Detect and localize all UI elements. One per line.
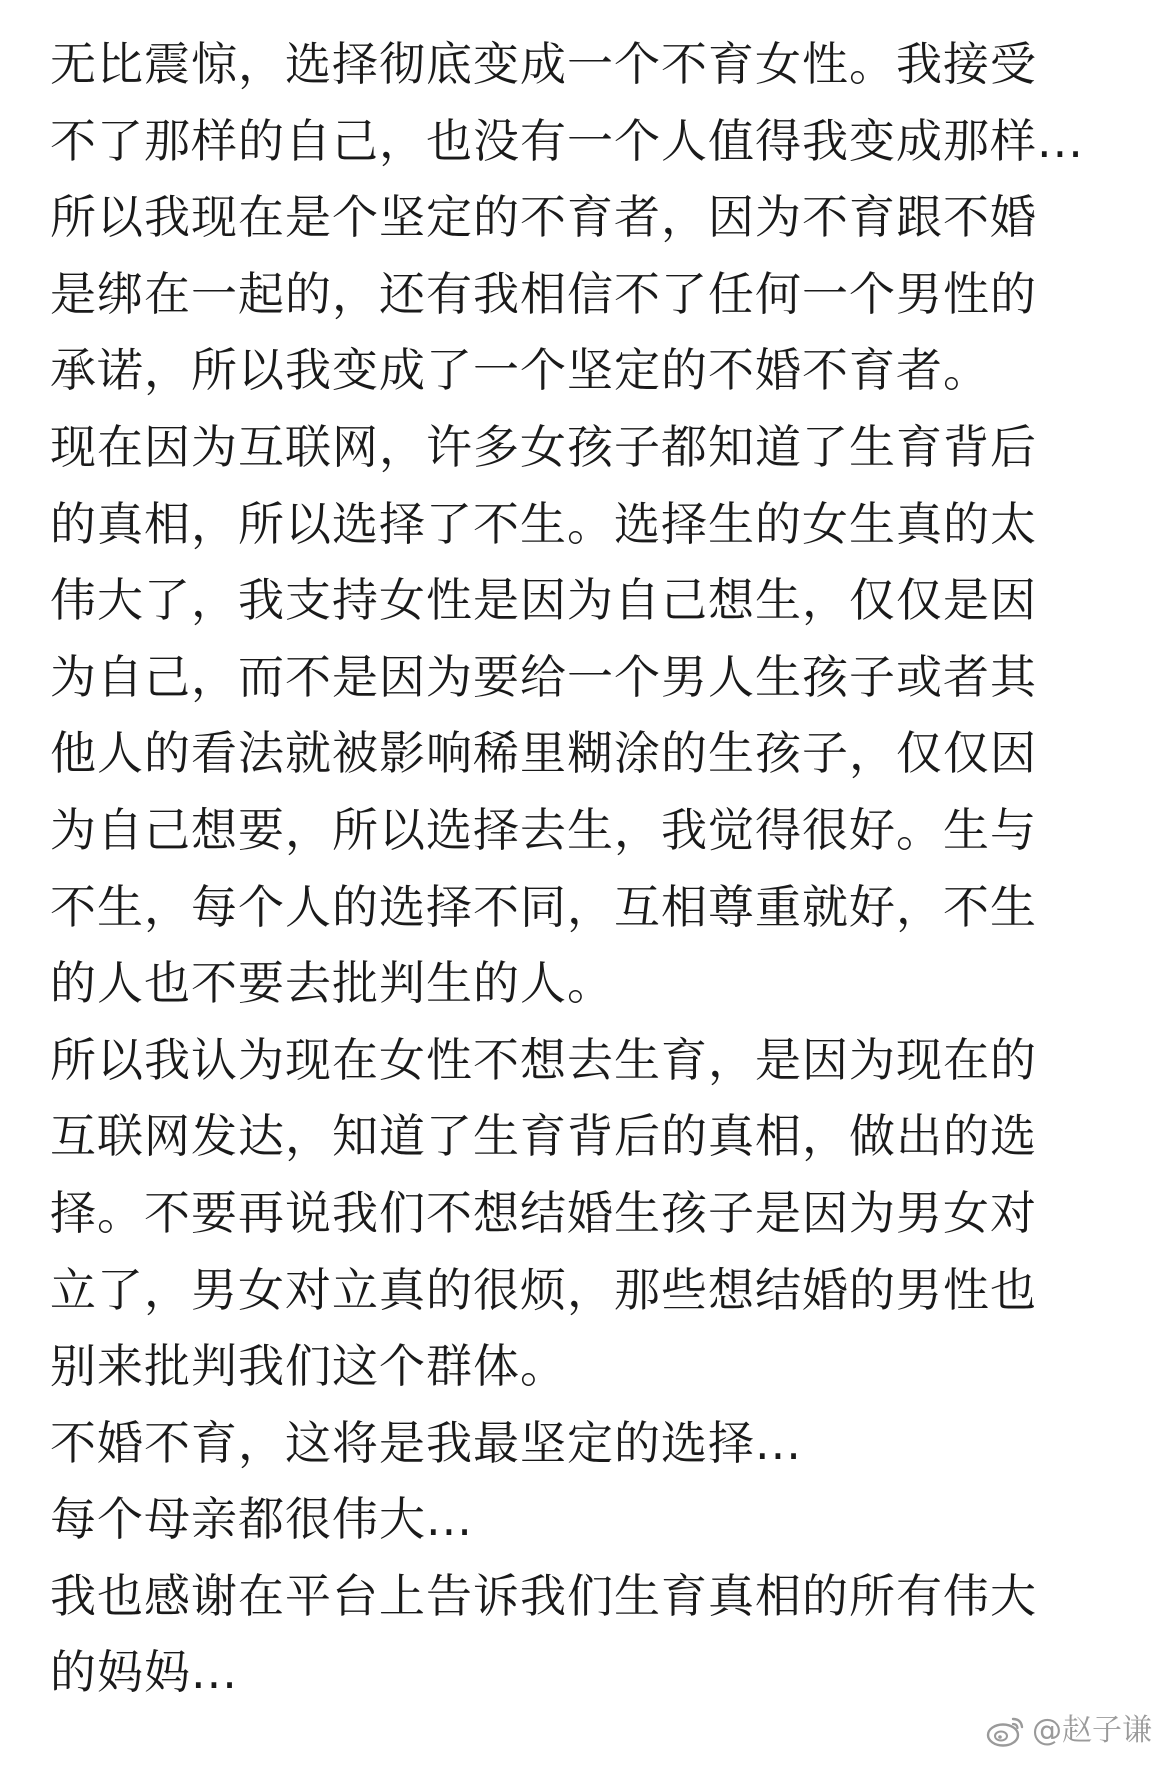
- post-line: 不了那样的自己，也没有一个人值得我变成那样...: [50, 113, 1084, 168]
- post-line: 伟大了，我支持女性是因为自己想生，仅仅是因: [50, 573, 1037, 628]
- post-line: 不婚不育，这将是我最坚定的选择...: [50, 1415, 802, 1470]
- post-body: [50, 26, 1140, 1711]
- post-line: 我也感谢在平台上告诉我们生育真相的所有伟大: [50, 1568, 1037, 1623]
- post-line: 每个母亲都很伟大...: [50, 1492, 473, 1547]
- post-line: 别来批判我们这个群体。: [50, 1339, 567, 1394]
- post-line: 现在因为互联网，许多女孩子都知道了生育背后: [50, 419, 1037, 474]
- post-line: 互联网发达，知道了生育背后的真相，做出的选: [50, 1109, 1037, 1164]
- post-line: 无比震惊，选择彻底变成一个不育女性。我接受: [50, 37, 1037, 91]
- post-line: 的人也不要去批判生的人。: [50, 956, 614, 1011]
- watermark: [986, 1713, 1152, 1749]
- weibo-logo-icon: [986, 1714, 1026, 1748]
- post-line: 所以我现在是个坚定的不育者，因为不育跟不婚: [50, 190, 1037, 245]
- post-line: 立了，男女对立真的很烦，那些想结婚的男性也: [50, 1262, 1037, 1317]
- post-line: 为自己，而不是因为要给一个男人生孩子或者其: [50, 649, 1037, 704]
- post-line: 的真相，所以选择了不生。选择生的女生真的太: [50, 496, 1037, 551]
- watermark-text: @赵子谦: [1032, 1713, 1152, 1748]
- post-line: 的妈妈...: [50, 1645, 238, 1700]
- post-line: 择。不要再说我们不想结婚生孩子是因为男女对: [50, 1185, 1037, 1240]
- post-line: 他人的看法就被影响稀里糊涂的生孩子，仅仅因: [50, 726, 1037, 781]
- post-line: 不生，每个人的选择不同，互相尊重就好，不生: [50, 879, 1037, 934]
- post-line: 为自己想要，所以选择去生，我觉得很好。生与: [50, 802, 1037, 857]
- post-line: 所以我认为现在女性不想去生育，是因为现在的: [50, 1032, 1037, 1087]
- post-line: 是绑在一起的，还有我相信不了任何一个男性的: [50, 266, 1037, 321]
- post-line: 承诺，所以我变成了一个坚定的不婚不育者。: [50, 343, 990, 398]
